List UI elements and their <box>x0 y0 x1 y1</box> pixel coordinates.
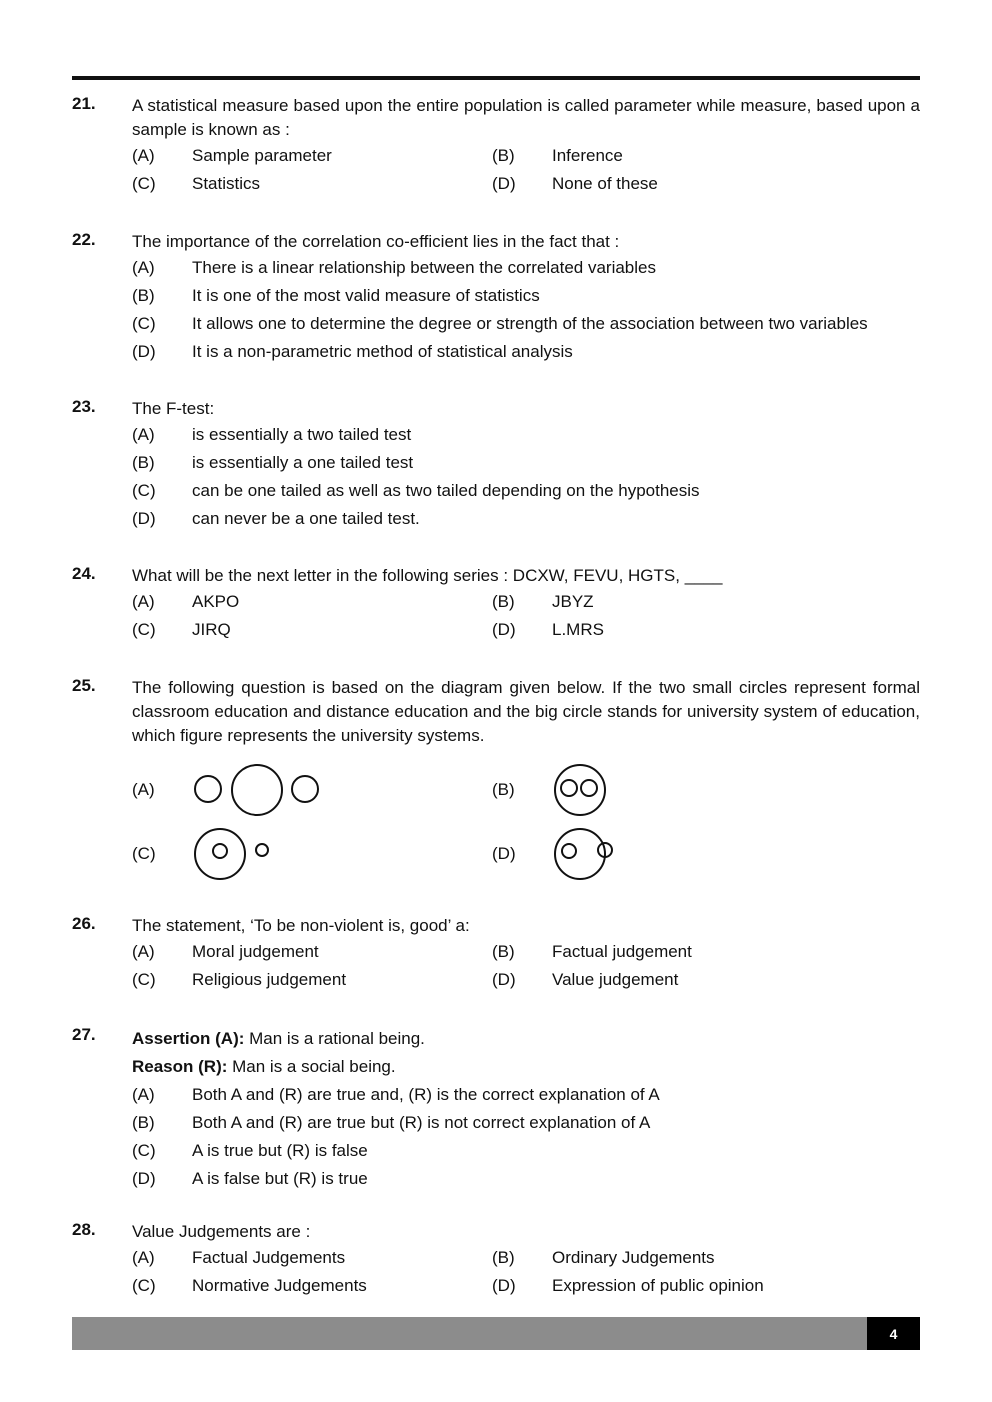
question-number: 22. <box>72 230 96 249</box>
option-c: (C) JIRQ <box>132 620 231 639</box>
option-a: (A) Both A and (R) are true and, (R) is the correct explanation of A <box>132 1085 660 1104</box>
option-b: (B) Inference <box>492 146 623 165</box>
option-b: (B) It is one of the most valid measure of statistics <box>132 286 540 305</box>
page-number: 4 <box>867 1317 920 1350</box>
option-c: (C) can be one tailed as well as two tailed depending on the hypothesis <box>132 481 700 500</box>
option-a: (A) Sample parameter <box>132 146 332 165</box>
option-c: (C) Statistics <box>132 174 261 193</box>
option-c: (C) <box>132 826 492 882</box>
option-a: (A) AKPO <box>132 592 240 611</box>
question-number: 26. <box>72 914 96 933</box>
option-b: (B) is essentially a one tailed test <box>132 453 414 472</box>
option-b: (B) Both A and (R) are true but (R) is not correct explanation of A <box>132 1113 651 1132</box>
option-d: (D) None of these <box>492 174 658 193</box>
option-d: (D) A is false but (R) is true <box>132 1169 368 1188</box>
one-inside-one-overlapping-icon <box>552 826 622 882</box>
three-separate-circles-icon <box>192 762 332 818</box>
question-number: 21. <box>72 94 96 113</box>
question-text: The F-test: <box>132 399 215 418</box>
reason: Reason (R): Man is a social being. <box>132 1057 396 1076</box>
option-a: (A) is essentially a two tailed test <box>132 425 412 444</box>
question-23 <box>72 397 920 533</box>
question-text: The following question is based on the diagram given below. If the two small circles represent formal classroom education and distance education and the big circle stands for university system of education, which figure represents the university systems. <box>132 678 920 745</box>
option-b: (B) JBYZ <box>492 592 594 611</box>
question-number: 27. <box>72 1025 96 1044</box>
option-a: (A) <box>132 762 492 818</box>
question-number: 25. <box>72 676 96 695</box>
option-b: (B) Ordinary Judgements <box>492 1248 715 1267</box>
question-26 <box>72 914 920 994</box>
option-d: (D) Value judgement <box>492 970 679 989</box>
option-c: (C) Religious judgement <box>132 970 347 989</box>
question-text: A statistical measure based upon the entire population is called parameter while measure, based upon a sample is known as : <box>132 96 920 139</box>
question-22 <box>72 230 920 366</box>
option-a: (A) Moral judgement <box>132 942 319 961</box>
nested-two-circles-icon <box>552 762 612 818</box>
assertion: Assertion (A): Man is a rational being. <box>132 1029 425 1048</box>
question-24 <box>72 564 920 644</box>
question-text: What will be the next letter in the following series : DCXW, FEVU, HGTS, ____ <box>132 566 723 585</box>
option-d: (D) L.MRS <box>492 620 604 639</box>
option-d: (D) <box>492 826 852 882</box>
question-number: 24. <box>72 564 96 583</box>
option-d: (D) Expression of public opinion <box>492 1276 764 1295</box>
option-b: (B) Factual judgement <box>492 942 692 961</box>
option-a: (A) There is a linear relationship between the correlated variables <box>132 258 656 277</box>
question-text: The importance of the correlation co-efficient lies in the fact that : <box>132 232 620 251</box>
option-c: (C) Normative Judgements <box>132 1276 367 1295</box>
one-inside-one-outside-icon <box>192 826 332 882</box>
question-text: The statement, ‘To be non-violent is, good’ a: <box>132 916 470 935</box>
question-21 <box>72 94 920 198</box>
question-28 <box>72 1220 920 1300</box>
option-a: (A) Factual Judgements <box>132 1248 346 1267</box>
option-d: (D) It is a non-parametric method of statistical analysis <box>132 342 573 361</box>
option-c: (C) It allows one to determine the degree or strength of the association between two variables <box>132 314 868 333</box>
question-text: Value Judgements are : <box>132 1222 311 1241</box>
option-c: (C) A is true but (R) is false <box>132 1141 368 1160</box>
option-d: (D) can never be a one tailed test. <box>132 509 420 528</box>
question-number: 23. <box>72 397 96 416</box>
top-rule <box>72 76 920 80</box>
question-25 <box>72 676 920 886</box>
footer-bar <box>72 1317 867 1350</box>
question-number: 28. <box>72 1220 96 1239</box>
question-27 <box>72 1025 920 1193</box>
option-b: (B) <box>492 762 852 818</box>
